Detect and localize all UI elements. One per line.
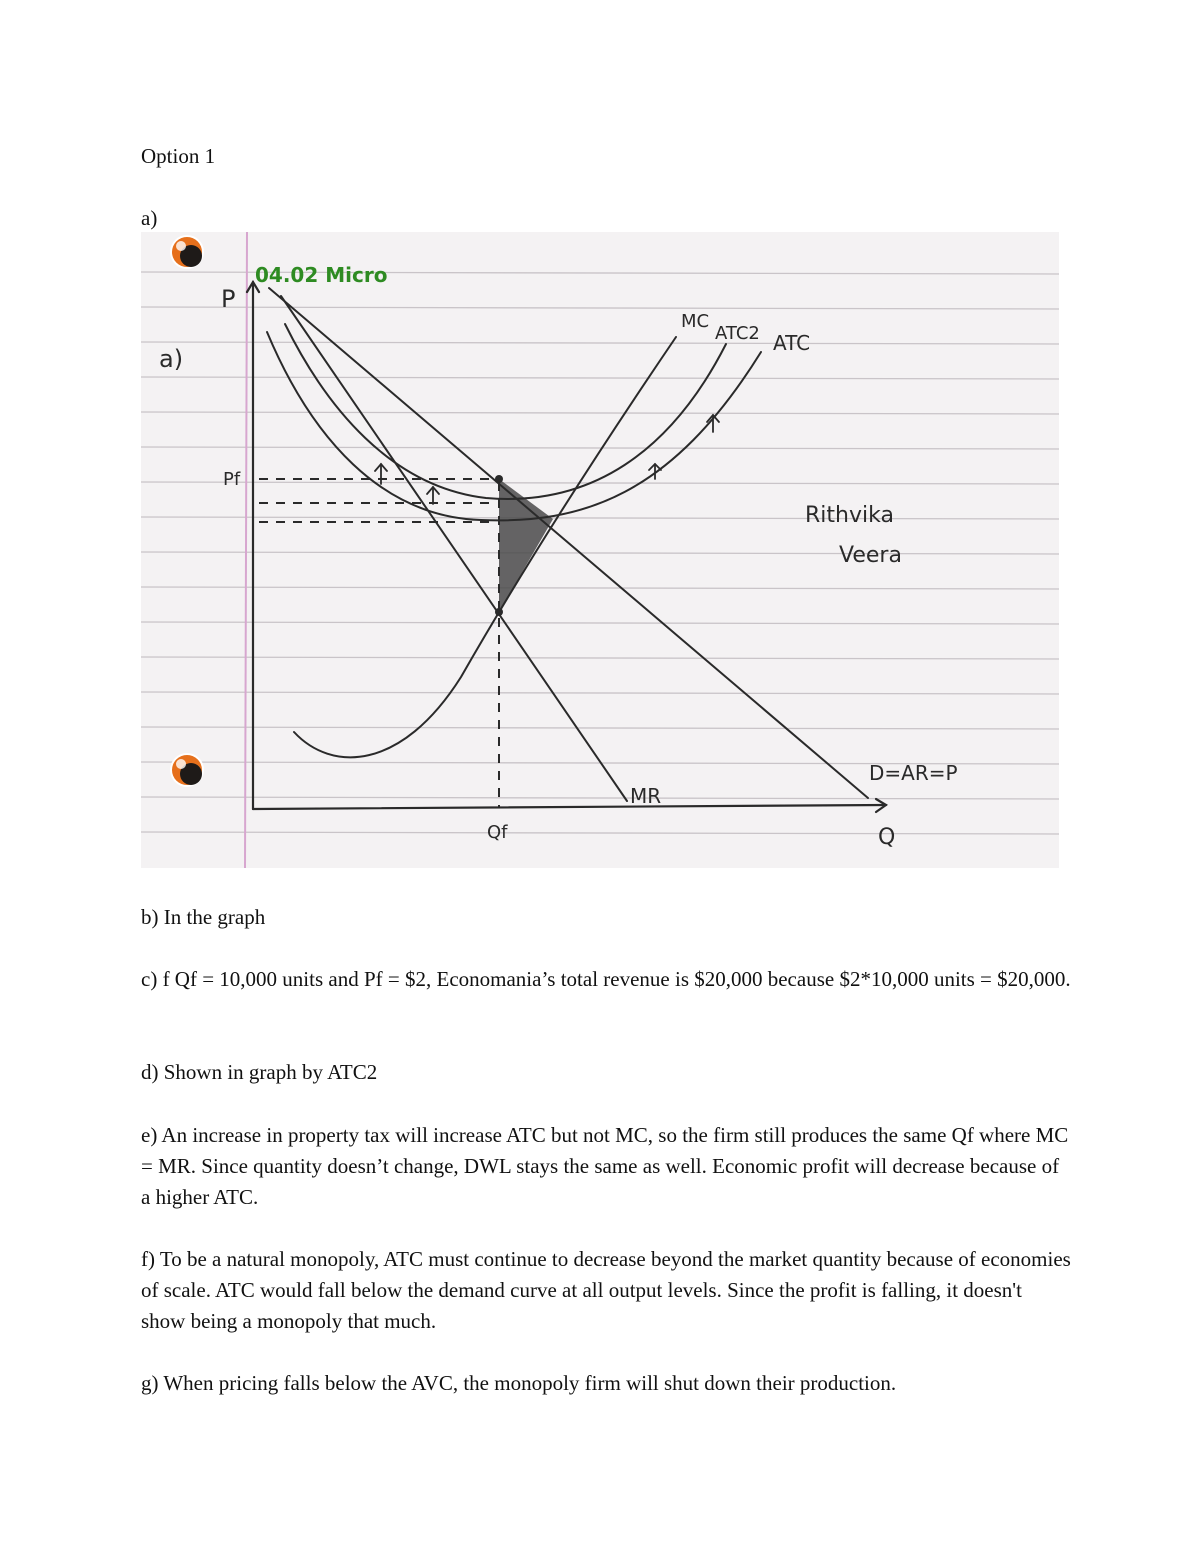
monopoly-price-point: [495, 475, 503, 483]
mr-label: MR: [630, 784, 662, 808]
part-d-text: d) Shown in graph by ATC2: [141, 1060, 378, 1084]
demand-label: D=AR=P: [869, 761, 958, 785]
mc-mr-intersection-point: [495, 608, 503, 616]
margin-label: a): [159, 345, 184, 373]
mc-label: MC: [681, 311, 710, 332]
part-g-text: g) When pricing falls below the AVC, the monopoly firm will shut down their production.: [141, 1371, 897, 1395]
binder-hole-top: [170, 235, 204, 269]
graph-photo: [141, 232, 1059, 868]
date-note: 04.02 Micro: [255, 263, 388, 287]
part-e-text: e) An increase in property tax will increase ATC but not MC, so the firm still produces the same Qf where MC = MR. Since quantity doesn’t change, DWL stays the same as well. Economic profit will decrease because of a higher ATC.: [141, 1123, 1069, 1209]
pf-label: Pf: [223, 469, 241, 490]
binder-hole-bottom: [170, 753, 204, 787]
option-heading: Option 1: [141, 144, 216, 168]
part-b-text: b) In the graph: [141, 905, 266, 929]
atc2-label: ATC2: [715, 323, 760, 344]
part-a-label: a): [141, 206, 158, 230]
atc-label: ATC: [773, 331, 811, 355]
signature-last-name: Veera: [839, 543, 902, 568]
monopoly-graph-sketch: [141, 232, 1059, 868]
part-f-text: f) To be a natural monopoly, ATC must continue to decrease beyond the market quantity because of economies of scale. ATC would fall below the demand curve at all output levels. Since the profit is falling, it doesn't show being a monopoly that much.: [141, 1247, 1071, 1333]
y-axis-label: P: [221, 285, 236, 313]
qf-label: Qf: [487, 822, 508, 843]
signature-first-name: Rithvika: [805, 503, 894, 528]
part-c-text: c) f Qf = 10,000 units and Pf = $2, Economania’s total revenue is $20,000 because $2*10,000 units = $20,000.: [141, 967, 1071, 991]
x-axis-label: Q: [878, 825, 896, 850]
